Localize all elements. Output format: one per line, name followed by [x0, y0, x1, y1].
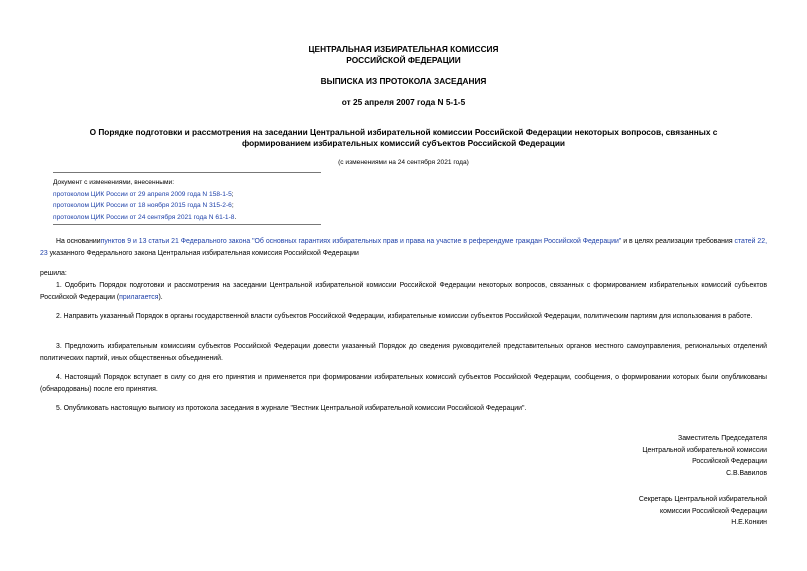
- preamble: На основаниипунктов 9 и 13 статьи 21 Федерального закона "Об основных гарантиях избирательных прав и права на участие в референдуме граждан Российской Федерации" и в целях реализации требования статей 22, 23 указанного Федерального закона Центральная избирательная комиссия Российской Федерации: [40, 238, 768, 257]
- federal-law-link[interactable]: пунктов 9 и 13 статьи 21 Федерального закона "Об основных гарантиях избирательных прав и права на участие в референдуме граждан Российской Федерации": [100, 238, 622, 245]
- item-3: 3. Предложить избирательным комиссиям субъектов Российской Федерации довести указанный Порядок до сведения руководителей представительных органов местного самоуправления, региональных отделений политических партий, иных общественных объединений.: [40, 343, 767, 362]
- amendment-link-2[interactable]: протоколом ЦИК России от 18 ноября 2015 года N 315-2-6: [53, 202, 232, 210]
- org-name-line2: РОССИЙСКОЙ ФЕДЕРАЦИИ: [346, 55, 461, 65]
- item-1: 1. Одобрить Порядок подготовки и рассмотрения на заседании Центральной избирательной комиссии Российской Федерации некоторых вопросов, связанных с формированием избирательных комиссий субъектов Российской Федерации (прилагается).: [40, 282, 767, 301]
- document-title-line2: формированием избирательных комиссий субъектов Российской Федерации: [241, 138, 566, 148]
- amendments-heading: Документ с изменениями, внесенными:: [53, 179, 175, 186]
- changes-note: (с изменениями на 24 сентября 2021 года): [338, 159, 469, 166]
- attachment-link[interactable]: прилагается: [119, 293, 159, 301]
- articles-link[interactable]: статей 22, 23: [40, 238, 768, 257]
- amendments-bottom-rule: [53, 224, 321, 225]
- document-date-number: от 25 апреля 2007 года N 5-1-5: [341, 97, 466, 107]
- item-5: 5. Опубликовать настоящую выписку из протокола заседания в журнале "Вестник Центральной избирательной комиссии Российской Федерации".: [56, 405, 527, 412]
- document-type: ВЫПИСКА ИЗ ПРОТОКОЛА ЗАСЕДАНИЯ: [320, 76, 487, 86]
- amendment-item: протоколом ЦИК России от 18 ноября 2015 года N 315-2-6;: [53, 202, 234, 210]
- org-name-line1: ЦЕНТРАЛЬНАЯ ИЗБИРАТЕЛЬНАЯ КОМИССИЯ: [308, 44, 499, 54]
- amendment-item: протоколом ЦИК России от 29 апреля 2009 года N 158-1-5;: [53, 190, 234, 198]
- amendment-link-1[interactable]: протоколом ЦИК России от 29 апреля 2009 года N 158-1-5: [53, 190, 232, 198]
- document-title-line1: О Порядке подготовки и рассмотрения на заседании Центральной избирательной комиссии Российской Федерации некоторых вопросов, связанных с: [89, 127, 718, 137]
- item-4: 4. Настоящий Порядок вступает в силу со дня его принятия и применяется при формировании избирательных комиссий субъектов Российской Федерации, сообщения, о формировании которых были опубликованы (обнародованы) после его принятия.: [40, 374, 767, 393]
- resolved-label: решила:: [40, 270, 67, 277]
- amendment-link-3[interactable]: протоколом ЦИК России от 24 сентября 2021 года N 61-1-8: [53, 213, 235, 221]
- signature-deputy-chairman: Заместитель Председателя Центральной избирательной комиссии Российской Федерации С.В.Вавилов: [642, 433, 767, 479]
- amendment-item: протоколом ЦИК России от 24 сентября 2021 года N 61-1-8.: [53, 213, 237, 221]
- amendments-block: [53, 177, 333, 223]
- signature-secretary: Секретарь Центральной избирательной комиссии Российской Федерации Н.Е.Конкин: [639, 494, 767, 529]
- item-2: 2. Направить указанный Порядок в органы государственной власти субъектов Российской Федерации, избирательные комиссии субъектов Российской Федерации, политическим партиям для использования в работе.: [56, 313, 753, 320]
- signatory-name: С.В.Вавилов: [726, 469, 767, 477]
- signatory-name: Н.Е.Конкин: [731, 519, 767, 527]
- amendments-top-rule: [53, 172, 321, 173]
